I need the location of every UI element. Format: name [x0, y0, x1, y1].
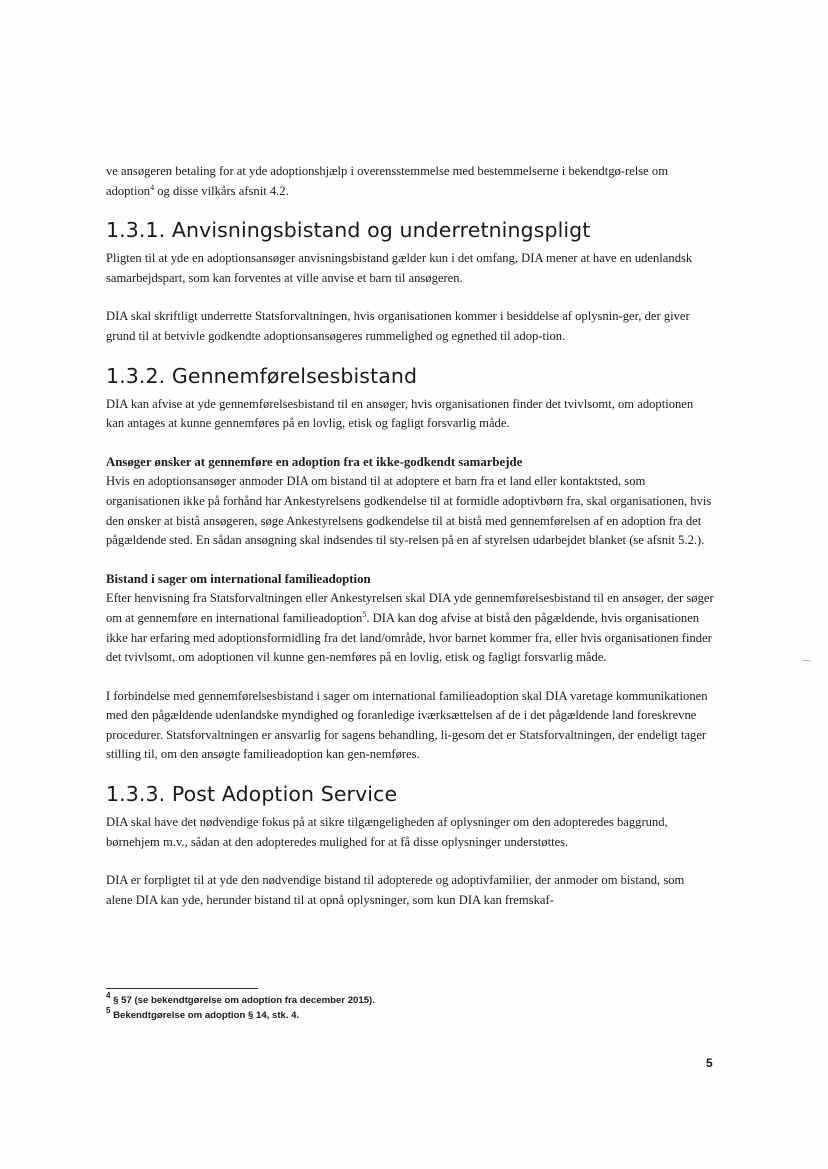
margin-mark [802, 660, 810, 661]
paragraph-ikke-godkendt-samarbejde: Hvis en adoptionsansøger anmoder DIA om bistand til at adoptere et barn fra et land eller kontaktsted, som organisationen ikke på forhånd har Ankestyrelsens godkendelse til at formidle adoptivbørn fra, skal organisationen, hvis den ønsker at bistå ansøgeren, søge Ankestyrelsens godkendelse til at bistå med gennemførelsen af en adoption fra det pågældende sted. En sådan ansøgning skal indsendes til sty-relsen på en af styrelsen udarbejdet blanket (se afsnit 5.2.). [106, 474, 712, 548]
intro-paragraph: ve ansøgeren betaling for at yde adoptionshjælp i overensstemmelse med bestemmelserne i bekendtgø-relse om adoption$^4$ og disse vilkårs afsnit 4.2. [106, 164, 669, 198]
footnotes [106, 988, 714, 1023]
heading-post-adoption-service: 1.3.3. Post Adoption Service [106, 782, 398, 807]
paragraph-post-adoption-2: DIA er forpligtet til at yde den nødvendige bistand til adopterede og adoptivfamilier, der anmoder om bistand, som alene DIA kan yde, herunder bistand til at opnå oplysninger, som kun DIA kan fremskaf- [106, 873, 685, 907]
paragraph-post-adoption-1: DIA skal have det nødvendige fokus på at sikre tilgængeligheden af oplysninger om den adopteredes baggrund, børnehjem m.v., sådan at den adopteredes mulighed for at få disse oplysninger understøttes. [106, 815, 668, 849]
paragraph-international-familieadoption: Efter henvisning fra Statsforvaltningen eller Ankestyrelsen skal DIA yde gennemførelsesbistand til en ansøger, der søger om at gennemføre en international familieadoption$^5$. DIA kan dog afvise at bistå den pågældende, hvis organisationen ikke har erfaring med adoptionsformidling fra det land/område, hvor barnet kommer fra, eller hvis organisationen finder det tvivlsomt, om adoptionen vil kunne gen-nemføres på en lovlig, etisk og fagligt forsvarlig måde. [106, 591, 714, 665]
paragraph-gennemfoerelsesbistand-1: DIA kan afvise at yde gennemførelsesbistand til en ansøger, hvis organisationen finder det tvivlsomt, om adoptionen kan antages at kunne gennemføres på en lovlig, etisk og fagligt forsvarlig måde. [106, 396, 694, 431]
heading-gennemfoerelsesbistand: 1.3.2. Gennemførelsesbistand [106, 363, 418, 388]
page-body [106, 162, 714, 910]
footnote-divider [106, 988, 258, 989]
footnote-ref-5[interactable]: 5 [362, 609, 367, 619]
paragraph-underretningspligt: DIA skal skriftligt underrette Statsforvaltningen, hvis organisationen kommer i besiddelse af oplysnin-ger, der giver grund til at betvivle godkendte adoptionsansøgeres rummelighed og egnethed til adop-tion. [106, 309, 690, 343]
footnote-4: $^4$ § 57 (se bekendtgørelse om adoption fra december 2015). [106, 991, 375, 1006]
subheading-ikke-godkendt-samarbejde: Ansøger ønsker at gennemføre en adoption fra et ikke-godkendt samarbejde [106, 454, 523, 469]
subheading-international-familieadoption: Bistand i sager om international familieadoption [106, 571, 371, 586]
paragraph-anvisningsbistand-1: Pligten til at yde en adoptionsansøger anvisningsbistand gælder kun i det omfang, DIA mener at have en udenlandsk samarbejdspart, som kan forventes at ville anvise et barn til ansøgeren. [106, 251, 693, 285]
heading-anvisningsbistand: 1.3.1. Anvisningsbistand og underretningspligt [106, 218, 591, 243]
page-number: 5 [706, 1056, 713, 1070]
paragraph-familieadoption-kommunikation: I forbindelse med gennemførelsesbistand i sager om international familieadoption skal DIA varetage kommunikationen med den pågældende udenlandske myndighed og foranledige iværksættelsen af de i det pågældende land foreskrevne procedurer. Statsforvaltningen er ansvarlig for sagens behandling, li-gesom det er Statsforvaltningen, der endeligt tager stilling til, om den ansøgte familieadoption kan gen-nemføres. [106, 688, 708, 762]
footnote-ref-4[interactable]: 4 [150, 182, 155, 192]
footnote-5: $^5$ Bekendtgørelse om adoption § 14, stk. 4. [106, 1006, 300, 1021]
